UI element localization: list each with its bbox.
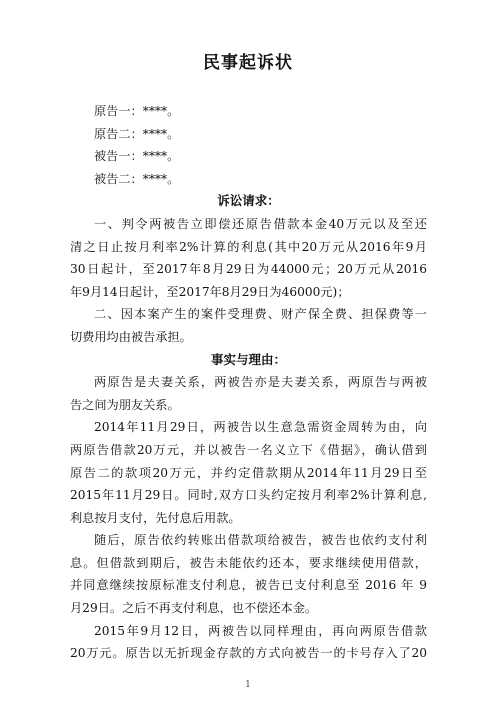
fact1-line: 两原告是夫妻关系，两被告亦是夫妻关系，两原告与两被	[94, 375, 427, 390]
claim1-line: 年9月14日起计，至2017年8月29日为46000元)；	[70, 284, 350, 299]
fact2-line: 2014年11月29日，两被告以生意急需资金周转为由，向	[94, 420, 427, 435]
claim1-line: 30日起计，至2017年8月29日为44000元；20万元从2016	[70, 262, 427, 277]
fact2-line: 原告二的款项20万元，并约定借款期从2014年11月29日至	[70, 465, 427, 480]
fact2-line: 两原告借款20万元，并以被告一名义立下《借据》，确认借到	[70, 442, 427, 457]
claim1-line: 清之日止按月利率2%计算的利息(其中20万元从2016年9月	[70, 239, 427, 254]
claim1-line: 一、判令两被告立即偿还原告借款本金40万元以及至还	[94, 216, 427, 231]
document-body	[70, 100, 427, 665]
fact3-line: 息。但借款到期后，被告未能依约还本，要求继续使用借款，	[70, 555, 427, 570]
claims-heading: 诉讼请求：	[217, 193, 280, 209]
facts-heading: 事实与理由：	[210, 351, 286, 367]
document-title: 民事起诉状	[203, 53, 293, 73]
fact2-line: 利息按月支付，先付息后用款。	[70, 510, 241, 525]
fact4-line: 20万元。原告以无折现金存款的方式向被告一的卡号存入了20	[70, 646, 427, 661]
fact3-line: 月29日。之后不再支付利息，也不偿还本金。	[70, 601, 318, 616]
party-defendant-2: 被告二：****。	[94, 171, 180, 186]
party-plaintiff-2: 原告二：****。	[94, 126, 180, 141]
party-plaintiff-1: 原告一：****。	[94, 104, 180, 118]
fact4-line: 2015年9月12日，两被告以同样理由，再向两原告借款	[94, 623, 427, 638]
fact1-line: 告之间为朋友关系。	[70, 397, 180, 412]
party-defendant-1: 被告一：****。	[94, 149, 180, 164]
fact3-line: 并同意继续按原标准支付利息，被告已支付利息至 2016 年 9	[70, 578, 427, 593]
fact3-line: 随后，原告依约转账出借款项给被告，被告也依约支付利	[94, 533, 427, 548]
claim2-line: 切费用均由被告承担。	[70, 329, 192, 344]
claim2-line: 二、因本案产生的案件受理费、财产保全费、担保费等一	[94, 307, 427, 322]
page-number: 1	[245, 680, 251, 690]
fact2-line: 2015年11月29日。同时,双方口头约定按月利率2%计算利息,	[70, 488, 427, 503]
